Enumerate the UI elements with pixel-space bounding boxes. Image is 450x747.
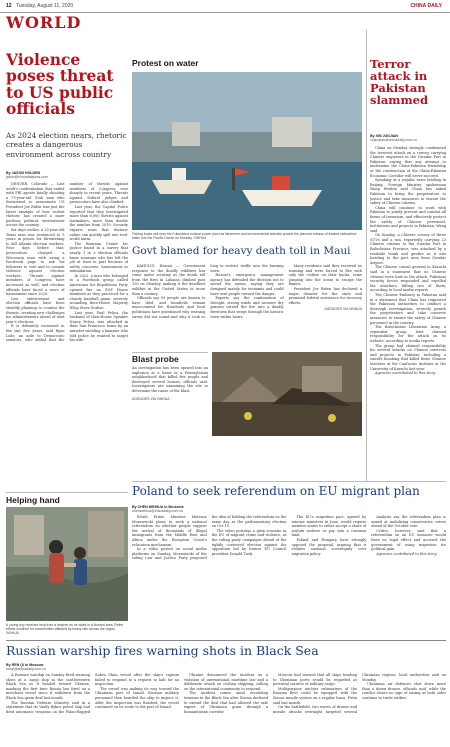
lead-body (6, 182, 128, 490)
terror-para: Speaking at a regular news briefing in Beijing, Foreign Ministry spokesman Wang Wenbin said China has asked Pakistan to bring the perpetrators to justice and take measures to ensure the safety of Chinese citizens. (370, 178, 446, 206)
lead-para: In 2022, a man who belonged to a Facebook group called Americans for Republican Party opened fire on GOP House members as they practiced for a charity baseball game, severely wounding then-House Majority Whip Steve Scalise. (69, 273, 128, 311)
blast-body (132, 366, 208, 396)
protest-caption: Fishing boats sail near the Fukushima nuclear power plant as fishermen and environmental activists protest the planned release of treated radioactive water into the Pacific Ocean on Monday. XINHUA (132, 232, 357, 241)
feature-photo-heading: Helping hand (6, 495, 60, 505)
poland-para: The video portrays a grim scenario in the EU of migrant crime and violence, as the ruling party campaigns ahead of the tightly contested election against the opposition led by former EU Council president Donald Tusk. (211, 528, 287, 556)
page-number: 12 (6, 3, 12, 9)
poland-para: Analysts say the referendum plan is aimed at mobilizing conservative voters ahead of the October vote. (371, 515, 446, 529)
govt-para: President Joe Biden has declared a major disaster for the state and promised federal assistance for recovery efforts. (288, 286, 362, 305)
terror-byline (370, 134, 446, 142)
divider (132, 352, 208, 353)
protest-boats-image (132, 72, 362, 230)
govt-body (132, 264, 362, 348)
govt-para: Hawaii's emergency management agency has defended the decision not to sound the sirens, saying they are designed mainly for tsunamis and could have sent people toward the danger. (210, 273, 284, 296)
poland-byline (132, 505, 208, 513)
lead-byline-email: jason@chinadailyusa.com (6, 175, 48, 179)
divider (132, 481, 446, 482)
terror-para: The Balochistan Liberation Army, a separatist group, later claimed responsibility for the attack on its website, according to media reports. (370, 325, 446, 343)
issue-date: Tuesday, August 11, 2020 (16, 3, 74, 9)
russia-para: The Russian Defense Ministry said in a statement that its Vasily Bykov patrol ship had fired automatic weapons on the Palau-flagged Sukru Okan vessel after the ship's captain failed to respond to a request to halt for an inspection. (6, 673, 179, 714)
poland-para: The EU's migration pact, agreed by interior ministers in June, would require member states to either accept a share of asylum seekers or pay into a common fund. (291, 515, 367, 538)
poland-headline: Poland to seek referendum on EU migrant plan (132, 484, 420, 498)
lead-para: The Brennan Center for Justice found in a survey that nearly 1 in 3 election officials know someone who has left the job at least in part because of safety concerns, harassment or intimidation. (69, 241, 128, 274)
lead-byline-name: By JASON HOLDEN (6, 171, 41, 175)
poland-para: Polish Prime Minister Mateusz Morawiecki plans to seek a national referendum on whether people support the arrival of thousands of illegal immigrants from the Middle East and Africa under the European Union's relocation mechanism. (132, 515, 207, 547)
russia-headline: Russian warship fires warning shots in Black Sea (6, 643, 319, 658)
feature-photo-caption: A young boy receives help from a teacher as he waits in a flooded area. Relief efforts continue for communities affected by heavy rain across the region. XINHUA (6, 623, 124, 635)
terror-para: The group had claimed responsibility for several attacks on Chinese interests and projects in Pakistan, including a suicide bombing that killed three Chinese teachers at the Confucius Institute at the University of Karachi last year. (370, 343, 446, 371)
russia-byline-email: renqi@chinadaily.com.cn (6, 667, 46, 671)
lead-para: Law enforcement and election officials have been steadily planning to counter the threats, creating new challenges for administrators ahead of next year's elections. (6, 296, 65, 324)
russia-para: Moscow had warned that all ships heading to Ukrainian ports would be regarded as potential carriers of military cargo. (273, 673, 357, 687)
divider (6, 492, 128, 493)
lead-dek: As 2024 election nears, rhetoric creates a dangerous environment across country (6, 131, 127, 159)
russia-para: The vessel was making its way toward the Ukrainian port of Izmail. Russian military personnel then boarded the ship to inspect it. After the inspection was finished, the vessel continued on its route to the port of Izmail. (95, 686, 179, 710)
russia-byline (6, 663, 86, 671)
divider (6, 640, 446, 641)
lead-byline (6, 171, 128, 179)
terror-para: On Sunday, a Chinese convoy of three SUVs and a van, reportedly carrying 23 Chinese citizens to the Gwadar Port in Balochistan Province, was attacked by a roadside bomb and gunfire as it was heading to the port area from Gwadar Airport. (370, 233, 446, 265)
russia-para: On the battlefield, two waves of drones and missile attacks overnight targeted several Ukrainian regions, local authorities said on Monday. (273, 673, 446, 714)
govt-para: Many residents said they received no warning and were forced to flee with only the clothes on their backs, some jumping into the ocean to escape the flames. (288, 264, 362, 287)
poland-para: In a video posted on social media platforms on Sunday, Morawiecki of the ruling Law and Justice Party proposed the idea of holding the referendum on the same day as the parliamentary election on Oct 15. (132, 515, 287, 561)
poland-para: Poland and Hungary have strongly opposed the proposal, arguing that it violates national sovereignty over migration policy. (291, 537, 367, 556)
protest-photo (132, 72, 362, 230)
feature-photo (6, 507, 128, 621)
terror-body (370, 146, 446, 476)
terror-byline-email: xinjunjian@chinadaily.com.cn (370, 138, 417, 142)
terror-credit: Agencies contributed to this story. (375, 371, 436, 376)
masthead-brand: CHINA DAILY (410, 3, 442, 9)
terror-para: The Chinese consul general in Karachi said in a statement that no Chinese citizens were hurt in the attack. Pakistani security forces responded and repelled the attackers, killing two of them, according to local media reports. (370, 265, 446, 293)
govt-para: Officials say 99 people are known to have died, and hundreds remain unaccounted for. Residents and local politicians have questioned why warning sirens did not sound and why it took so long to restrict traffic into the burning town. (132, 264, 284, 319)
section-title: WORLD (6, 13, 82, 32)
lead-para: Six days earlier, a 25-year-old Texas man was sentenced to 5 years in prison for threatening to kill Atlanta election workers. Four days before that, prosecutors charged a Wisconsin man with using a Facebook page to ask his followers to vote and to commit violence against election workers. Threats against members of Congress have increased as well, and election officials have faced a wave of harassment since 2020. (6, 227, 65, 297)
poland-byline-email: chenweihua@chinadaily.com.cn (132, 509, 184, 513)
russia-para: A Russian warship on Sunday fired warning shots at a cargo ship in the southwestern Black Sea as it headed toward Ukraine, marking the first time Russia has fired on a merchant vessel since it withdrew from the Black Sea grain deal last month. (6, 673, 90, 700)
column-divider (366, 30, 367, 482)
protest-heading: Protest on water (132, 58, 199, 68)
poland-credit: Agencies contributed to this story. (376, 551, 438, 556)
poland-byline-name: By CHEN WEIHUA in Brussels (132, 505, 184, 509)
page-header (0, 0, 450, 13)
blast-text: An investigation has been opened into an explosion at a home in a Pennsylvania neighborhood that killed five people and destroyed several houses, officials said. Investigators are examining the site to determine the cause of the blast. (132, 366, 208, 393)
blast-photo (212, 352, 362, 436)
govt-para: KAHULUI, Hawaii — Government response to the deadly wildfires has come under scrutiny as the death toll from the fires in Lahaina climbed past 100 on Monday, making it the deadliest wildfire in the United States in more than a century. (132, 264, 206, 296)
russia-para: Multipurpose nuclear submarines of the Russian fleet could be equipped with the Zircon missile system on a regular basis, Putin said last month. (273, 686, 357, 705)
russia-body (6, 673, 446, 743)
terror-para: China on Monday strongly condemned the terrorist attack on a convoy carrying Chinese engineers in the Gwadar Port in Pakistan, saying that any attempt to undermine the China-Pakistan friendship or the construction of the China-Pakistan Economic Corridor will never succeed. (370, 146, 446, 178)
lead-para: It is definitely increased in the last five years, said Ryan Lisle, an aide to Democratic senators, who added that the number of threats against members of Congress rose sharply in recent years. Threats against federal judges and prosecutors have also climbed. (6, 182, 128, 343)
russia-para: Ukrainian air defenses shot down more than a dozen drones, officials said, while the conflict shows no sign of easing as both sides continue to trade strikes. (362, 682, 446, 700)
terror-headline: Terror attack in Pakistan slammed (370, 57, 428, 108)
lead-para: Last year, the Capitol Police reported that they investigated more than 8,000 threats against lawmakers, more than double the number from 2019. Security experts warn that rhetoric online can quickly spill into real-world harm. (69, 204, 128, 242)
poland-body (132, 515, 446, 635)
lead-headline: Violence poses threat to US public officials (6, 50, 114, 118)
russia-byline-name: By REN QI in Moscow (6, 663, 44, 667)
poland-para: Critics, however, said that a referendum on an EU measure would have no legal effect and accused the government of using migration for political gain. (371, 528, 446, 552)
govt-signature: AGENCIES VIA XINHUA (324, 307, 362, 312)
lead-para: Last year, Paul Pelosi, the husband of then-House Speaker Nancy Pelosi, was attacked in their San Francisco home by an intruder wielding a hammer who told police he wanted to target his wife. (69, 310, 128, 343)
russia-para: The incident comes amid escalating tensions in the Black Sea after Russia declined to extend the deal that had allowed the safe export of Ukrainian grain through a humanitarian corridor. (184, 691, 268, 714)
blast-heading: Blast probe (132, 354, 179, 364)
terror-para: The Chinese Embassy in Pakistan said in a statement that China has requested the Pakistani authorities to conduct a thorough investigation, severely punish the perpetrators and take concrete measures to ensure the safety of Chinese personnel in the country. (370, 293, 446, 325)
govt-headline: Govt blamed for heavy death toll in Maui (132, 245, 351, 257)
russia-para: Ukraine denounced the incident as a violation of international maritime law and a deliberate attack on civilian shipping, calling on the international community to respond. (184, 673, 268, 691)
lead-para: DENVER, Colorado — Last week's confrontation that ended with FBI agents fatally shooting a 75-year-old Utah man who threatened to assassinate US President Joe Biden was just the latest example of how violent rhetoric has created a more perilous political environment across the country. (6, 182, 65, 228)
blast-signature: AGENCIES VIA XINHUA (132, 397, 170, 401)
terror-byline-name: By XIN JUNJIAN (370, 134, 398, 138)
terror-para: China will continue to work with Pakistan to jointly prevent and combat all forms of terrorism, and effectively protect the safety of Chinese personnel, institutions and projects in Pakistan, Wang said. (370, 205, 446, 233)
flood-scene-image (6, 507, 128, 621)
govt-para: Experts say the combination of drought, strong winds and invasive dry grasses turned the fire into a deadly firestorm that swept through the historic town within hours. (210, 296, 284, 319)
blast-site-image (212, 352, 362, 436)
